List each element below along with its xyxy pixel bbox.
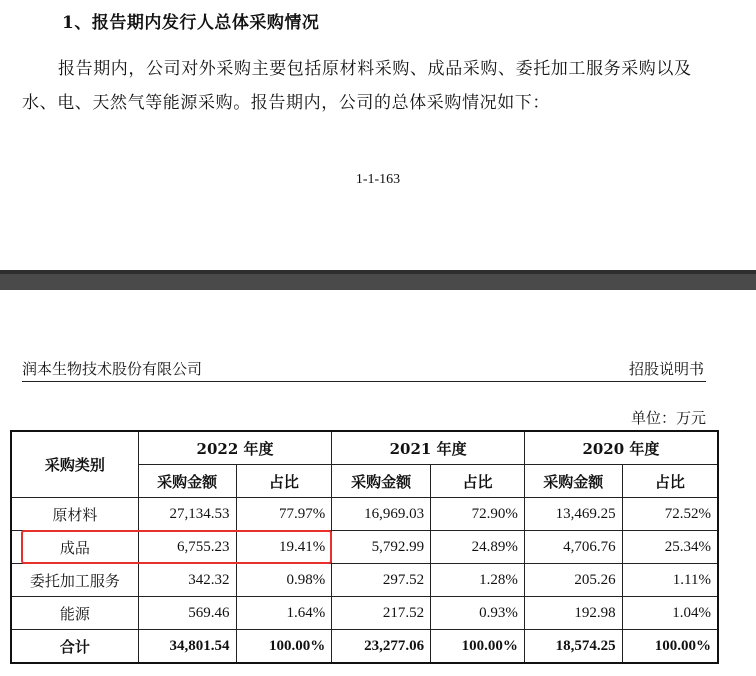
share-cell: 72.52%: [622, 498, 718, 531]
amount-cell: 4,706.76: [524, 531, 622, 564]
amount-cell: 297.52: [332, 564, 431, 597]
category-cell: 能源: [11, 597, 138, 630]
table-header-row: [11, 431, 718, 465]
amount-cell: 569.46: [138, 597, 236, 630]
year-header-2021: 2021 年度: [332, 431, 525, 465]
subheader-amount: 采购金额: [138, 465, 236, 498]
share-cell: 19.41%: [236, 531, 332, 564]
table-row: [11, 597, 718, 630]
table-total-row: [11, 630, 718, 664]
subheader-share: 占比: [236, 465, 332, 498]
category-cell: 原材料: [11, 498, 138, 531]
share-cell: 1.64%: [236, 597, 332, 630]
header-rule: [22, 381, 706, 382]
table-row: [11, 498, 718, 531]
amount-cell: 23,277.06: [332, 630, 431, 664]
share-cell: 0.98%: [236, 564, 332, 597]
category-cell: 委托加工服务: [11, 564, 138, 597]
share-cell: 72.90%: [431, 498, 525, 531]
amount-cell: 16,969.03: [332, 498, 431, 531]
intro-paragraph: [22, 52, 722, 120]
document-type: 招股说明书: [628, 360, 704, 378]
amount-cell: 18,574.25: [524, 630, 622, 664]
year-header-2020: 2020 年度: [524, 431, 718, 465]
year-header-2022: 2022 年度: [138, 431, 332, 465]
share-cell: 1.11%: [622, 564, 718, 597]
amount-cell: 205.26: [524, 564, 622, 597]
procurement-table: [10, 430, 719, 664]
amount-cell: 5,792.99: [332, 531, 431, 564]
amount-cell: 13,469.25: [524, 498, 622, 531]
subheader-amount: 采购金额: [332, 465, 431, 498]
table-row: [11, 531, 718, 564]
category-cell: 成品: [11, 531, 138, 564]
table-row: [11, 564, 718, 597]
subheader-share: 占比: [622, 465, 718, 498]
subheader-amount: 采购金额: [524, 465, 622, 498]
amount-cell: 6,755.23: [138, 531, 236, 564]
share-cell: 77.97%: [236, 498, 332, 531]
company-name: 润本生物技术股份有限公司: [22, 360, 203, 378]
section-heading: 1、报告期内发行人总体采购情况: [62, 13, 320, 33]
share-cell: 0.93%: [431, 597, 525, 630]
intro-paragraph-text: 报告期内，公司对外采购主要包括原材料采购、成品采购、委托加工服务采购以及水、电、天然气等能源采购。报告期内，公司的总体采购情况如下：: [22, 59, 692, 113]
share-cell: 25.34%: [622, 531, 718, 564]
share-cell: 100.00%: [622, 630, 718, 664]
unit-label: 单位：万元: [630, 409, 706, 427]
subheader-share: 占比: [431, 465, 525, 498]
amount-cell: 192.98: [524, 597, 622, 630]
amount-cell: 34,801.54: [138, 630, 236, 664]
share-cell: 24.89%: [431, 531, 525, 564]
amount-cell: 27,134.53: [138, 498, 236, 531]
share-cell: 1.04%: [622, 597, 718, 630]
page-number: 1-1-163: [355, 172, 401, 187]
amount-cell: 342.32: [138, 564, 236, 597]
amount-cell: 217.52: [332, 597, 431, 630]
page-break-divider: [0, 270, 756, 290]
share-cell: 100.00%: [236, 630, 332, 664]
row-header-cell: 采购类别: [11, 431, 138, 498]
category-cell: 合计: [11, 630, 138, 664]
share-cell: 1.28%: [431, 564, 525, 597]
share-cell: 100.00%: [431, 630, 525, 664]
